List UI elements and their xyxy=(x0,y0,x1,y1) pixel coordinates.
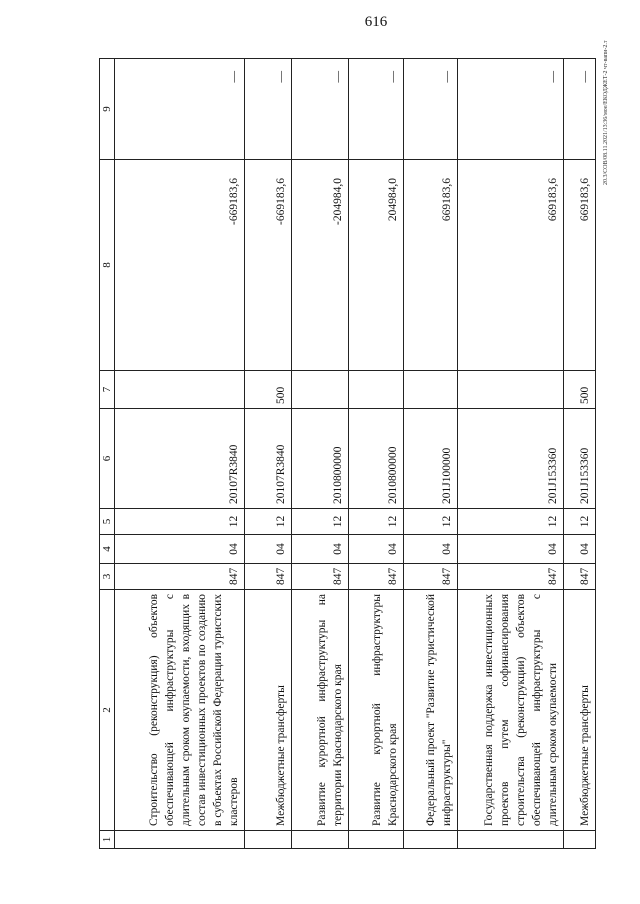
subsection-cell: 12 xyxy=(292,509,349,535)
row-name-cell: Государственная поддержка инвестиционных проектов путем софинансирования строительства (реконструкции) объектов обеспечивающей инфраструктуры с длительным сроком окупаемости xyxy=(458,590,564,831)
amount-cell: 669183,6 xyxy=(458,160,564,371)
grbs-cell: 847 xyxy=(349,564,404,590)
target-article-cell: 2010800000 xyxy=(292,409,349,509)
header-cell: 8 xyxy=(100,160,115,371)
rotated-table-area xyxy=(99,59,596,849)
section-cell: 04 xyxy=(564,535,596,564)
page-number: 616 xyxy=(364,14,388,30)
expense-type-cell xyxy=(292,371,349,409)
section-cell: 04 xyxy=(404,535,458,564)
row-index-cell xyxy=(458,831,564,849)
amount-cell: 669183,6 xyxy=(404,160,458,371)
grbs-cell: 847 xyxy=(564,564,596,590)
row-index-cell xyxy=(115,831,245,849)
header-cell: 4 xyxy=(100,535,115,564)
expense-type-cell xyxy=(349,371,404,409)
header-cell: 9 xyxy=(100,59,115,160)
grbs-cell: 847 xyxy=(115,564,245,590)
subsection-cell: 12 xyxy=(349,509,404,535)
row-name-cell: Межбюджетные трансферты xyxy=(564,590,596,831)
section-cell: 04 xyxy=(349,535,404,564)
table-row xyxy=(115,59,245,849)
subsection-cell: 12 xyxy=(458,509,564,535)
amount-cell: -669183,6 xyxy=(245,160,292,371)
section-cell: 04 xyxy=(292,535,349,564)
amount-cell: -204984,0 xyxy=(292,160,349,371)
amount2-cell: — xyxy=(349,59,404,160)
grbs-cell: 847 xyxy=(458,564,564,590)
grbs-cell: 847 xyxy=(245,564,292,590)
amount-cell: 204984,0 xyxy=(349,160,404,371)
target-article-cell: 201J153360 xyxy=(458,409,564,509)
amount-cell: 669183,6 xyxy=(564,160,596,371)
amount2-cell: — xyxy=(404,59,458,160)
target-article-cell: 20107R3840 xyxy=(115,409,245,509)
row-index-cell xyxy=(245,831,292,849)
amount2-cell: — xyxy=(115,59,245,160)
expense-type-cell xyxy=(458,371,564,409)
table-row xyxy=(458,59,564,849)
header-cell: 7 xyxy=(100,371,115,409)
amount-cell: -669183,6 xyxy=(115,160,245,371)
section-cell: 04 xyxy=(115,535,245,564)
amount2-cell: — xyxy=(564,59,596,160)
table-row xyxy=(245,59,292,849)
expense-type-cell xyxy=(404,371,458,409)
row-name-cell: Развитие курортной инфраструктуры на территории Краснодарского края xyxy=(292,590,349,831)
row-index-cell xyxy=(564,831,596,849)
row-name-cell: Развитие курортной инфраструктуры Краснодарского края xyxy=(349,590,404,831)
side-note: 20.3/СОВ/08.11.2021/13:36/мое/ЕКОДЖЕТ-2 чт-вапи-2.т xyxy=(603,40,609,185)
amount2-cell: — xyxy=(458,59,564,160)
header-cell: 1 xyxy=(100,831,115,849)
subsection-cell: 12 xyxy=(245,509,292,535)
header-cell: 3 xyxy=(100,564,115,590)
header-cell: 2 xyxy=(100,590,115,831)
table-row xyxy=(349,59,404,849)
target-article-cell: 2010800000 xyxy=(349,409,404,509)
table-row xyxy=(292,59,349,849)
row-index-cell xyxy=(292,831,349,849)
subsection-cell: 12 xyxy=(404,509,458,535)
amount2-cell: — xyxy=(245,59,292,160)
row-name-cell: Межбюджетные трансферты xyxy=(245,590,292,831)
header-cell: 5 xyxy=(100,509,115,535)
subsection-cell: 12 xyxy=(564,509,596,535)
row-name-cell: Федеральный проект "Развитие туристической инфраструктуры" xyxy=(404,590,458,831)
grbs-cell: 847 xyxy=(292,564,349,590)
grbs-cell: 847 xyxy=(404,564,458,590)
target-article-cell: 20107R3840 xyxy=(245,409,292,509)
row-index-cell xyxy=(349,831,404,849)
subsection-cell: 12 xyxy=(115,509,245,535)
budget-table xyxy=(99,58,596,849)
table-row xyxy=(404,59,458,849)
row-name-cell: Строительство (реконструкция) объектов обеспечивающей инфраструктуры с длительным сроком окупаемости, входящих в состав инвестиционных проектов по созданию в субъектах Российской Федерации туристских кластеров xyxy=(115,590,245,831)
expense-type-cell: 500 xyxy=(245,371,292,409)
section-cell: 04 xyxy=(245,535,292,564)
section-cell: 04 xyxy=(458,535,564,564)
header-cell: 6 xyxy=(100,409,115,509)
table-header-row xyxy=(100,59,115,849)
table-row xyxy=(564,59,596,849)
expense-type-cell: 500 xyxy=(564,371,596,409)
target-article-cell: 201J100000 xyxy=(404,409,458,509)
row-index-cell xyxy=(404,831,458,849)
target-article-cell: 201J153360 xyxy=(564,409,596,509)
amount2-cell: — xyxy=(292,59,349,160)
expense-type-cell xyxy=(115,371,245,409)
